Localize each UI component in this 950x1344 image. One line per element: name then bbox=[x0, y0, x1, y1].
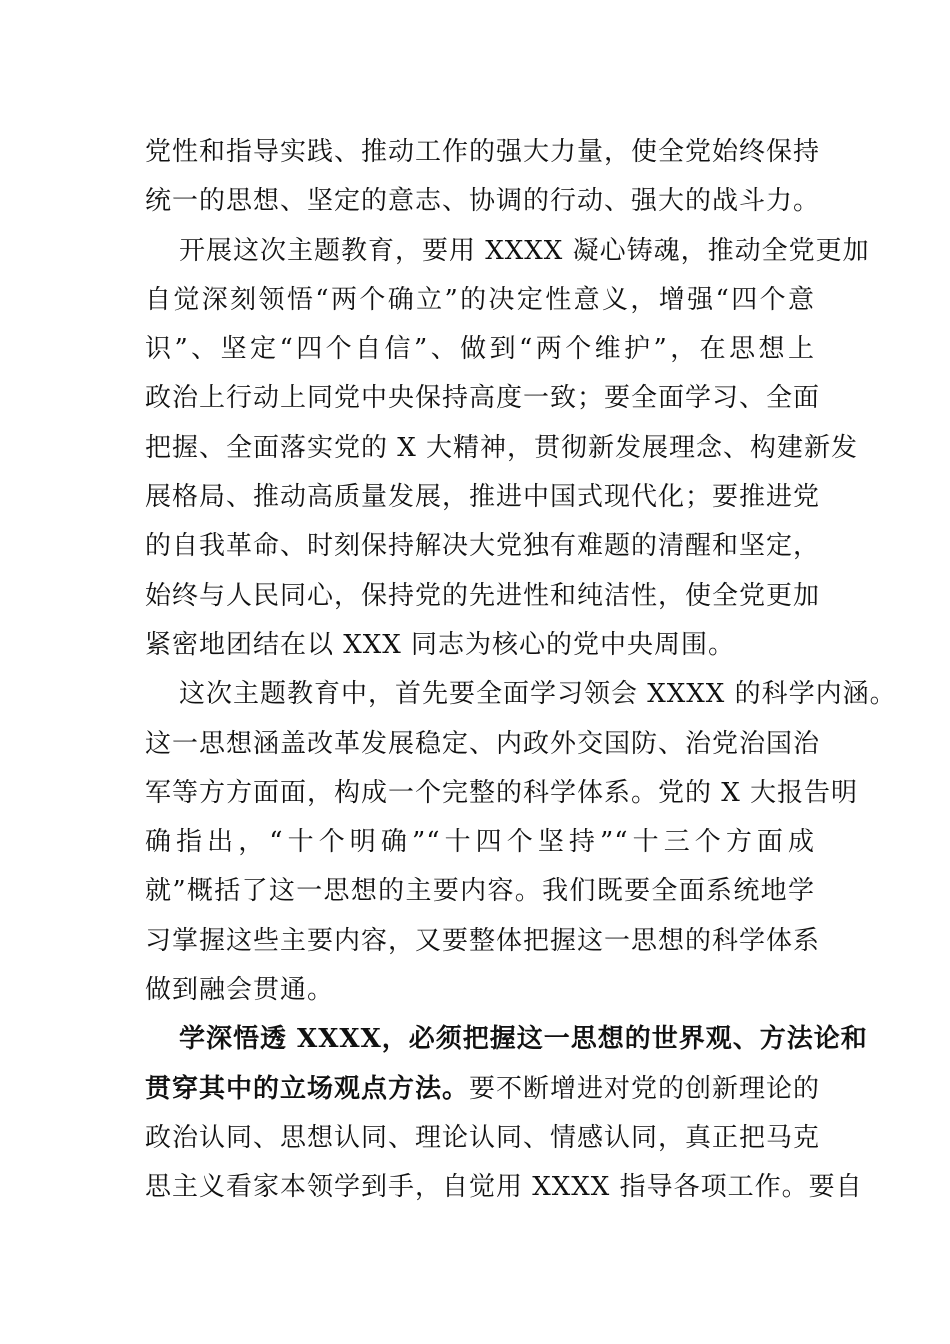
text-line: 的自我革命、时刻保持解决大党独有难题的清醒和坚定， bbox=[145, 531, 821, 562]
text-line: 自觉深刻领悟“两个确立”的决定性意义，增强“四个意 bbox=[145, 284, 815, 315]
text-line: 展格局、推动高质量发展，推进中国式现代化；要推进党 bbox=[145, 482, 821, 513]
mixed-text-line bbox=[145, 1065, 821, 1114]
text-line: 紧密地团结在以 XXX 同志为核心的党中央周围。 bbox=[145, 629, 736, 660]
document-body bbox=[145, 128, 897, 1213]
text-line: 做到融会贯通。 bbox=[145, 975, 335, 1006]
text-line: 始终与人民同心，保持党的先进性和纯洁性，使全党更加 bbox=[145, 580, 821, 611]
text-line: 就”概括了这一思想的主要内容。我们既要全面系统地学 bbox=[145, 876, 815, 907]
text-line: 军等方方面面，构成一个完整的科学体系。党的 X 大报告明 bbox=[145, 777, 859, 808]
bold-heading-line: 学深悟透 XXXX，必须把握这一思想的世界观、方法论和 bbox=[179, 1024, 868, 1055]
text-line: 习掌握这些主要内容，又要整体把握这一思想的科学体系 bbox=[145, 925, 821, 956]
paragraph-start-line: 开展这次主题教育，要用 XXXX 凝心铸魂，推动全党更加 bbox=[179, 235, 870, 266]
text-line: 党性和指导实践、推动工作的强大力量，使全党始终保持 bbox=[145, 137, 821, 167]
text-line: 把握、全面落实党的 X 大精神，贯彻新发展理念、构建新发 bbox=[145, 432, 859, 463]
text-line: 这一思想涵盖改革发展稳定、内政外交国防、治党治国治 bbox=[145, 728, 821, 759]
text-line: 统一的思想、坚定的意志、协调的行动、强大的战斗力。 bbox=[145, 186, 821, 217]
text-line: 政治上行动上同党中央保持高度一致；要全面学习、全面 bbox=[145, 383, 821, 414]
text-line: 确指出，“十个明确”“十四个坚持”“十三个方面成 bbox=[145, 827, 815, 858]
bold-heading-fragment: 贯穿其中的立场观点方法。 bbox=[145, 1073, 470, 1104]
paragraph-start-line: 这次主题教育中，首先要全面学习领会 XXXX 的科学内涵。 bbox=[179, 679, 897, 710]
text-line: 思主义看家本领学到手，自觉用 XXXX 指导各项工作。要自 bbox=[145, 1172, 863, 1203]
text-fragment: 要不断增进对党的创新理论的 bbox=[469, 1073, 821, 1104]
text-line: 识”、坚定“四个自信”、做到“两个维护”，在思想上 bbox=[145, 334, 815, 365]
text-line: 政治认同、思想认同、理论认同、情感认同，真正把马克 bbox=[145, 1122, 821, 1153]
